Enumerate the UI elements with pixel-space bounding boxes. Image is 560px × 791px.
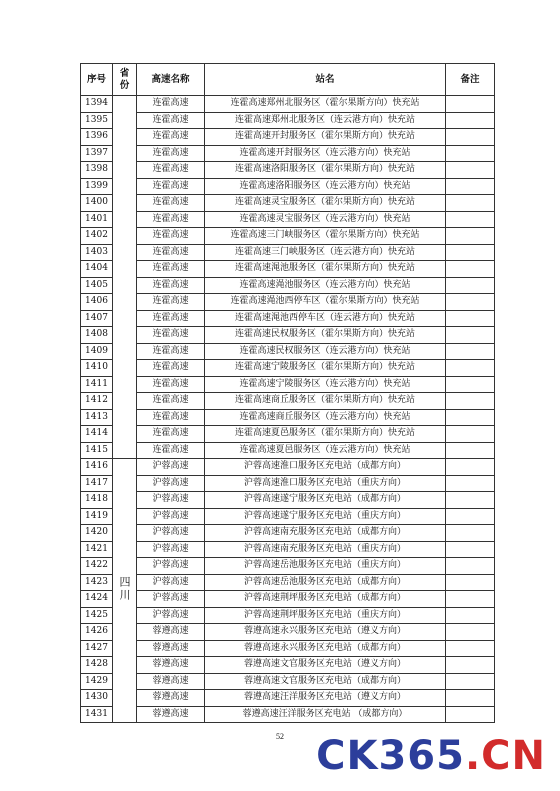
header-station: 站名 <box>205 64 446 96</box>
table-row <box>81 376 495 393</box>
cell-station: 连霍高速洛阳服务区（连云港方向）快充站 <box>205 178 446 195</box>
table-row <box>81 343 495 360</box>
cell-remark <box>446 574 495 591</box>
table-row <box>81 96 495 113</box>
cell-station: 连霍高速渑池西停车区（连云港方向）快充站 <box>205 310 446 327</box>
page-number: 52 <box>276 732 284 741</box>
cell-remark <box>446 459 495 476</box>
cell-highway: 蓉遵高速 <box>137 706 205 723</box>
cell-highway: 沪蓉高速 <box>137 558 205 575</box>
cell-remark <box>446 145 495 162</box>
cell-seq: 1404 <box>81 261 113 278</box>
cell-highway: 连霍高速 <box>137 310 205 327</box>
cell-station: 连霍高速郑州北服务区（霍尔果斯方向）快充站 <box>205 96 446 113</box>
province-label: 四川 <box>118 575 131 602</box>
cell-seq: 1422 <box>81 558 113 575</box>
table-row <box>81 294 495 311</box>
cell-seq: 1394 <box>81 96 113 113</box>
table-row <box>81 690 495 707</box>
table-row <box>81 409 495 426</box>
cell-highway: 连霍高速 <box>137 327 205 344</box>
header-seq: 序号 <box>81 64 113 96</box>
cell-station: 连霍高速洛阳服务区（霍尔果斯方向）快充站 <box>205 162 446 179</box>
cell-seq: 1414 <box>81 426 113 443</box>
table-row <box>81 228 495 245</box>
cell-highway: 连霍高速 <box>137 145 205 162</box>
cell-remark <box>446 541 495 558</box>
cell-remark <box>446 244 495 261</box>
table-row <box>81 145 495 162</box>
cell-seq: 1399 <box>81 178 113 195</box>
watermark-brand: CK365 <box>316 733 465 779</box>
cell-remark <box>446 310 495 327</box>
cell-seq: 1395 <box>81 112 113 129</box>
cell-highway: 连霍高速 <box>137 294 205 311</box>
cell-remark <box>446 558 495 575</box>
table-row <box>81 475 495 492</box>
cell-highway: 沪蓉高速 <box>137 475 205 492</box>
cell-seq: 1429 <box>81 673 113 690</box>
cell-seq: 1428 <box>81 657 113 674</box>
table-row <box>81 558 495 575</box>
cell-remark <box>446 624 495 641</box>
cell-station: 连霍高速渑池服务区（霍尔果斯方向）快充站 <box>205 261 446 278</box>
cell-highway: 沪蓉高速 <box>137 459 205 476</box>
cell-station: 连霍高速民权服务区（连云港方向）快充站 <box>205 343 446 360</box>
cell-station: 连霍高速民权服务区（霍尔果斯方向）快充站 <box>205 327 446 344</box>
cell-remark <box>446 228 495 245</box>
cell-station: 连霍高速渑池服务区（连云港方向）快充站 <box>205 277 446 294</box>
table-row <box>81 112 495 129</box>
header-province-text: 省份 <box>119 67 130 91</box>
cell-remark <box>446 442 495 459</box>
cell-seq: 1413 <box>81 409 113 426</box>
cell-remark <box>446 409 495 426</box>
cell-station: 连霍高速宁陵服务区（霍尔果斯方向）快充站 <box>205 360 446 377</box>
cell-remark <box>446 640 495 657</box>
cell-remark <box>446 690 495 707</box>
cell-highway: 连霍高速 <box>137 277 205 294</box>
cell-seq: 1412 <box>81 393 113 410</box>
cell-seq: 1426 <box>81 624 113 641</box>
cell-seq: 1407 <box>81 310 113 327</box>
cell-seq: 1416 <box>81 459 113 476</box>
cell-station: 沪蓉高速岳池服务区充电站（重庆方向） <box>205 558 446 575</box>
cell-highway: 连霍高速 <box>137 228 205 245</box>
cell-station: 蓉遵高速汪洋服务区充电站 （成都方向） <box>205 706 446 723</box>
cell-remark <box>446 492 495 509</box>
cell-highway: 沪蓉高速 <box>137 607 205 624</box>
table-row <box>81 541 495 558</box>
cell-station: 连霍高速夏邑服务区（霍尔果斯方向）快充站 <box>205 426 446 443</box>
table-row <box>81 657 495 674</box>
cell-seq: 1415 <box>81 442 113 459</box>
cell-remark <box>446 162 495 179</box>
table-row <box>81 244 495 261</box>
table-row <box>81 360 495 377</box>
cell-seq: 1411 <box>81 376 113 393</box>
cell-station: 蓉遵高速文官服务区充电站（成都方向） <box>205 673 446 690</box>
cell-station: 连霍高速三门峡服务区（霍尔果斯方向）快充站 <box>205 228 446 245</box>
cell-highway: 沪蓉高速 <box>137 574 205 591</box>
cell-remark <box>446 294 495 311</box>
cell-highway: 连霍高速 <box>137 426 205 443</box>
cell-remark <box>446 393 495 410</box>
cell-highway: 蓉遵高速 <box>137 673 205 690</box>
watermark-tld: .CN <box>464 733 546 779</box>
cell-highway: 连霍高速 <box>137 244 205 261</box>
cell-remark <box>446 112 495 129</box>
cell-highway: 蓉遵高速 <box>137 690 205 707</box>
table-row <box>81 673 495 690</box>
table-row <box>81 426 495 443</box>
header-row <box>81 64 495 96</box>
cell-remark <box>446 277 495 294</box>
header-province <box>113 64 137 96</box>
cell-highway: 连霍高速 <box>137 112 205 129</box>
cell-highway: 连霍高速 <box>137 261 205 278</box>
table-body <box>81 96 495 723</box>
cell-remark <box>446 508 495 525</box>
table-row <box>81 574 495 591</box>
watermark-logo <box>316 733 546 779</box>
cell-remark <box>446 360 495 377</box>
cell-highway: 连霍高速 <box>137 129 205 146</box>
cell-remark <box>446 261 495 278</box>
cell-highway: 连霍高速 <box>137 162 205 179</box>
cell-station: 连霍高速渑池西停车区（霍尔果斯方向）快充站 <box>205 294 446 311</box>
cell-highway: 沪蓉高速 <box>137 541 205 558</box>
cell-station: 连霍高速郑州北服务区（连云港方向）快充站 <box>205 112 446 129</box>
table-row <box>81 310 495 327</box>
cell-seq: 1397 <box>81 145 113 162</box>
cell-seq: 1406 <box>81 294 113 311</box>
cell-seq: 1419 <box>81 508 113 525</box>
cell-station: 蓉遵高速汪洋服务区充电站（遵义方向） <box>205 690 446 707</box>
table-row <box>81 277 495 294</box>
cell-station: 沪蓉高速岳池服务区充电站（成都方向） <box>205 574 446 591</box>
cell-remark <box>446 426 495 443</box>
table-header <box>81 64 495 96</box>
cell-station: 连霍高速灵宝服务区（连云港方向）快充站 <box>205 211 446 228</box>
cell-seq: 1418 <box>81 492 113 509</box>
cell-seq: 1421 <box>81 541 113 558</box>
cell-station: 连霍高速开封服务区（连云港方向）快充站 <box>205 145 446 162</box>
cell-highway: 连霍高速 <box>137 360 205 377</box>
cell-seq: 1405 <box>81 277 113 294</box>
cell-station: 沪蓉高速遂宁服务区充电站（重庆方向） <box>205 508 446 525</box>
cell-remark <box>446 211 495 228</box>
cell-remark <box>446 706 495 723</box>
cell-remark <box>446 525 495 542</box>
cell-highway: 蓉遵高速 <box>137 624 205 641</box>
cell-seq: 1408 <box>81 327 113 344</box>
table-row <box>81 261 495 278</box>
cell-station: 连霍高速灵宝服务区（霍尔果斯方向）快充站 <box>205 195 446 212</box>
cell-remark <box>446 376 495 393</box>
cell-station: 蓉遵高速永兴服务区充电站（遵义方向） <box>205 624 446 641</box>
cell-remark <box>446 96 495 113</box>
cell-highway: 连霍高速 <box>137 409 205 426</box>
cell-station: 沪蓉高速遂宁服务区充电站（成都方向） <box>205 492 446 509</box>
cell-station: 沪蓉高速南充服务区充电站（重庆方向） <box>205 541 446 558</box>
cell-highway: 连霍高速 <box>137 178 205 195</box>
table-row <box>81 129 495 146</box>
cell-seq: 1401 <box>81 211 113 228</box>
cell-seq: 1400 <box>81 195 113 212</box>
cell-highway: 连霍高速 <box>137 393 205 410</box>
cell-station: 连霍高速宁陵服务区（连云港方向）快充站 <box>205 376 446 393</box>
cell-seq: 1420 <box>81 525 113 542</box>
cell-station: 连霍高速夏邑服务区（连云港方向）快充站 <box>205 442 446 459</box>
cell-station: 蓉遵高速文官服务区充电站（遵义方向） <box>205 657 446 674</box>
cell-remark <box>446 343 495 360</box>
cell-highway: 连霍高速 <box>137 343 205 360</box>
header-remark: 备注 <box>446 64 495 96</box>
cell-province <box>113 96 137 459</box>
table-row <box>81 211 495 228</box>
cell-highway: 连霍高速 <box>137 96 205 113</box>
table-row <box>81 195 495 212</box>
cell-highway: 沪蓉高速 <box>137 508 205 525</box>
table-row <box>81 393 495 410</box>
cell-seq: 1425 <box>81 607 113 624</box>
table-row <box>81 607 495 624</box>
table-row <box>81 327 495 344</box>
cell-highway: 蓉遵高速 <box>137 640 205 657</box>
cell-seq: 1403 <box>81 244 113 261</box>
station-table-container <box>80 63 495 723</box>
cell-remark <box>446 327 495 344</box>
cell-station: 沪蓉高速荆坪服务区充电站（重庆方向） <box>205 607 446 624</box>
cell-remark <box>446 475 495 492</box>
cell-highway: 连霍高速 <box>137 211 205 228</box>
cell-seq: 1431 <box>81 706 113 723</box>
cell-remark <box>446 607 495 624</box>
cell-remark <box>446 591 495 608</box>
cell-seq: 1423 <box>81 574 113 591</box>
cell-highway: 连霍高速 <box>137 376 205 393</box>
cell-station: 沪蓉高速南充服务区充电站（成都方向） <box>205 525 446 542</box>
cell-seq: 1417 <box>81 475 113 492</box>
cell-highway: 沪蓉高速 <box>137 492 205 509</box>
table-row <box>81 508 495 525</box>
cell-highway: 沪蓉高速 <box>137 525 205 542</box>
cell-seq: 1427 <box>81 640 113 657</box>
cell-station: 沪蓉高速淮口服务区充电站（成都方向） <box>205 459 446 476</box>
cell-highway: 连霍高速 <box>137 195 205 212</box>
table-row <box>81 178 495 195</box>
cell-seq: 1396 <box>81 129 113 146</box>
cell-seq: 1410 <box>81 360 113 377</box>
cell-seq: 1409 <box>81 343 113 360</box>
table-row <box>81 525 495 542</box>
cell-station: 连霍高速三门峡服务区（连云港方向）快充站 <box>205 244 446 261</box>
cell-highway: 沪蓉高速 <box>137 591 205 608</box>
cell-highway: 连霍高速 <box>137 442 205 459</box>
cell-station: 连霍高速商丘服务区（连云港方向）快充站 <box>205 409 446 426</box>
cell-seq: 1402 <box>81 228 113 245</box>
station-table <box>80 63 495 723</box>
table-row <box>81 640 495 657</box>
table-row <box>81 492 495 509</box>
cell-highway: 蓉遵高速 <box>137 657 205 674</box>
cell-remark <box>446 195 495 212</box>
table-row <box>81 624 495 641</box>
cell-seq: 1398 <box>81 162 113 179</box>
table-row <box>81 442 495 459</box>
cell-station: 连霍高速开封服务区（霍尔果斯方向）快充站 <box>205 129 446 146</box>
cell-remark <box>446 129 495 146</box>
table-row <box>81 459 495 476</box>
cell-station: 沪蓉高速荆坪服务区充电站（成都方向） <box>205 591 446 608</box>
cell-remark <box>446 673 495 690</box>
table-row <box>81 706 495 723</box>
cell-remark <box>446 657 495 674</box>
cell-station: 蓉遵高速永兴服务区充电站（成都方向） <box>205 640 446 657</box>
cell-remark <box>446 178 495 195</box>
table-row <box>81 591 495 608</box>
header-highway: 高速名称 <box>137 64 205 96</box>
table-row <box>81 162 495 179</box>
cell-seq: 1424 <box>81 591 113 608</box>
cell-province <box>113 459 137 723</box>
cell-station: 沪蓉高速淮口服务区充电站（重庆方向） <box>205 475 446 492</box>
cell-seq: 1430 <box>81 690 113 707</box>
cell-station: 连霍高速商丘服务区（霍尔果斯方向）快充站 <box>205 393 446 410</box>
